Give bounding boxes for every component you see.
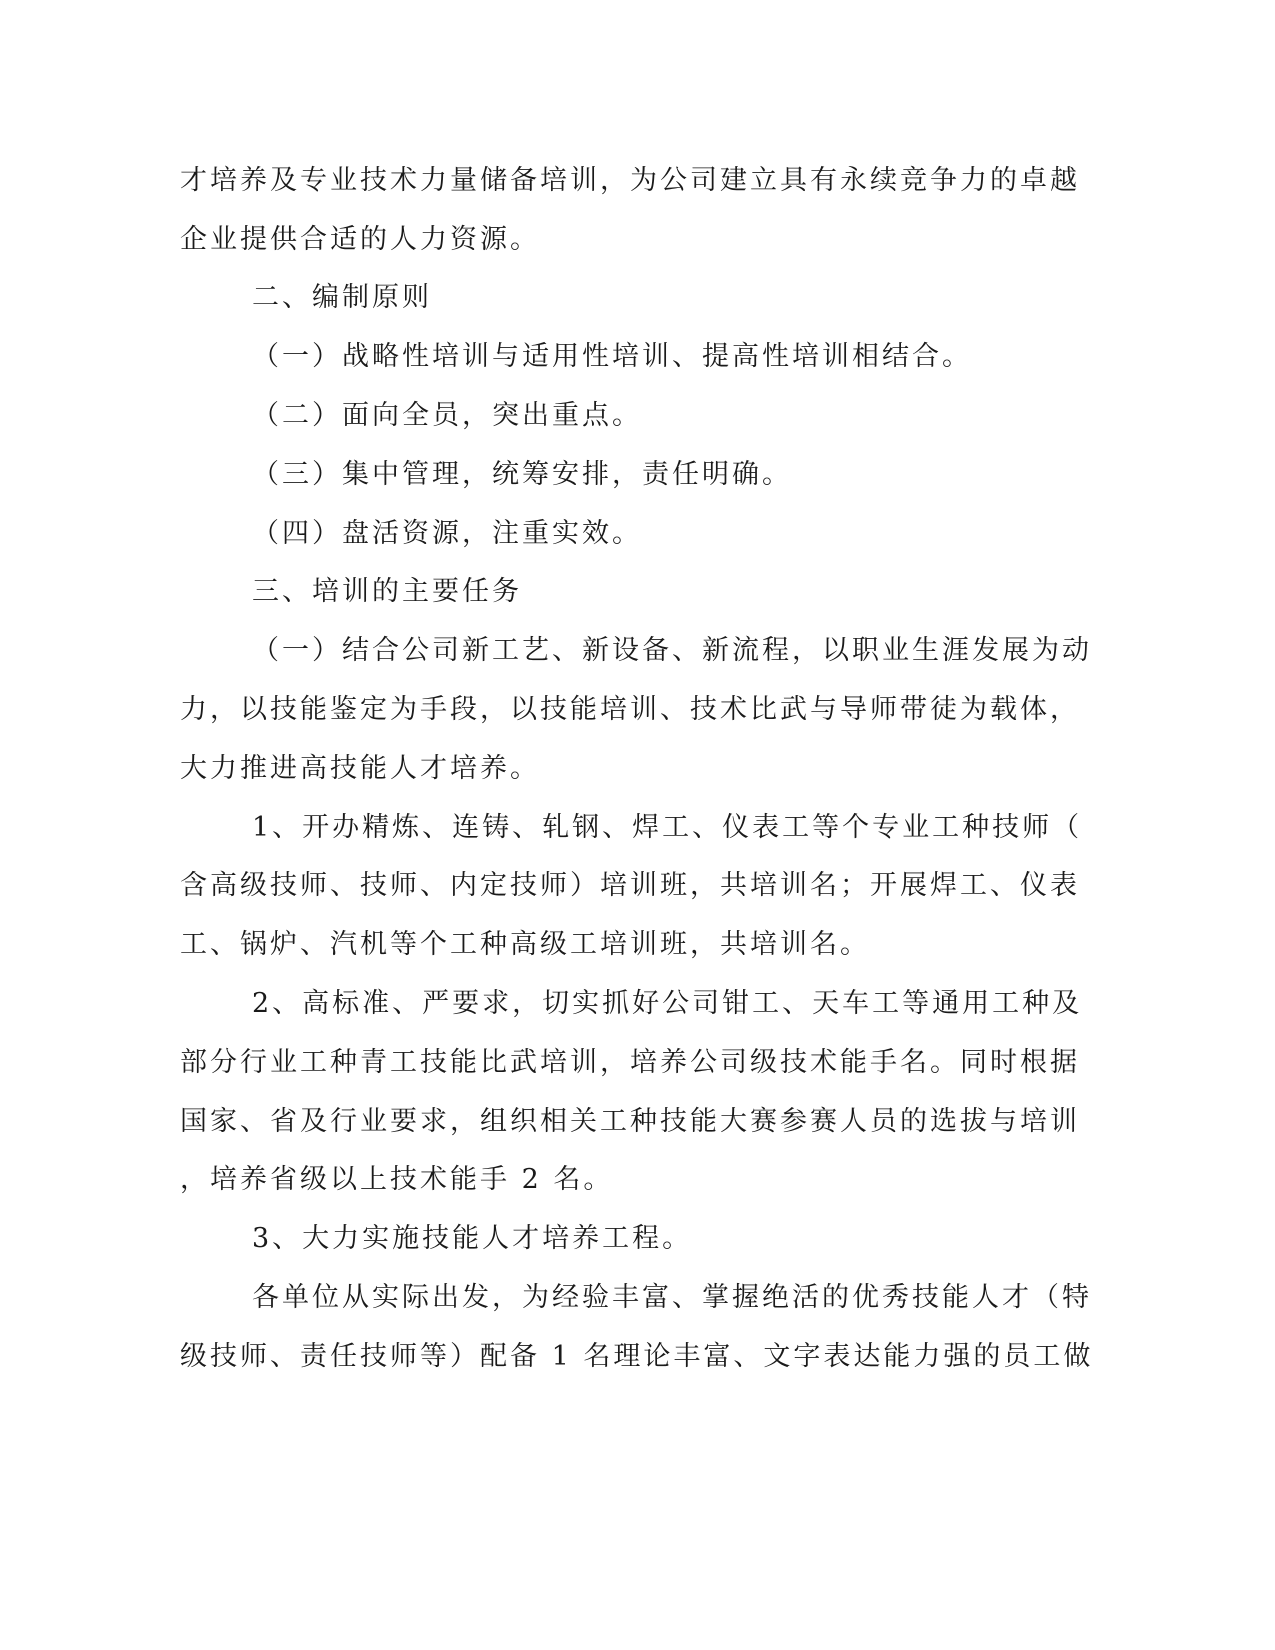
body-text-line: 1、开办精炼、连铸、轧钢、焊工、仪表工等个专业工种技师（ [252,812,1083,843]
body-text-line: 企业提供合适的人力资源。 [180,224,540,255]
body-text-line: 国家、省及行业要求，组织相关工种技能大赛参赛人员的选拔与培训 [180,1106,1080,1137]
principle-item: （一）战略性培训与适用性培训、提高性培训相结合。 [252,341,972,372]
section-heading: 三、培训的主要任务 [252,576,522,607]
body-text-line: 含高级技师、技师、内定技师）培训班，共培训名；开展焊工、仪表 [180,870,1080,901]
body-text-line: 部分行业工种青工技能比武培训，培养公司级技术能手名。同时根据 [180,1047,1080,1078]
body-text-line: 各单位从实际出发，为经验丰富、掌握绝活的优秀技能人才（特 [252,1282,1092,1313]
body-text-line: 力，以技能鉴定为手段，以技能培训、技术比武与导师带徒为载体， [180,694,1080,725]
body-text-line: 大力推进高技能人才培养。 [180,753,540,784]
body-text-line: 2、高标准、严要求，切实抓好公司钳工、天车工等通用工种及 [252,988,1083,1019]
section-heading: 二、编制原则 [252,282,432,313]
principle-item: （二）面向全员，突出重点。 [252,400,642,431]
body-text-line: 工、锅炉、汽机等个工种高级工培训班，共培训名。 [180,929,870,960]
body-text-line: 3、大力实施技能人才培养工程。 [252,1223,693,1254]
body-text-line: （一）结合公司新工艺、新设备、新流程，以职业生涯发展为动 [252,635,1092,666]
body-text-line: 才培养及专业技术力量储备培训，为公司建立具有永续竞争力的卓越 [180,165,1080,196]
body-text-line: 级技师、责任技师等）配备 1 名理论丰富、文字表达能力强的员工做 [180,1341,1094,1372]
body-text-line: ，培养省级以上技术能手 2 名。 [180,1164,614,1195]
principle-item: （三）集中管理，统筹安排，责任明确。 [252,459,792,490]
principle-item: （四）盘活资源，注重实效。 [252,518,642,549]
